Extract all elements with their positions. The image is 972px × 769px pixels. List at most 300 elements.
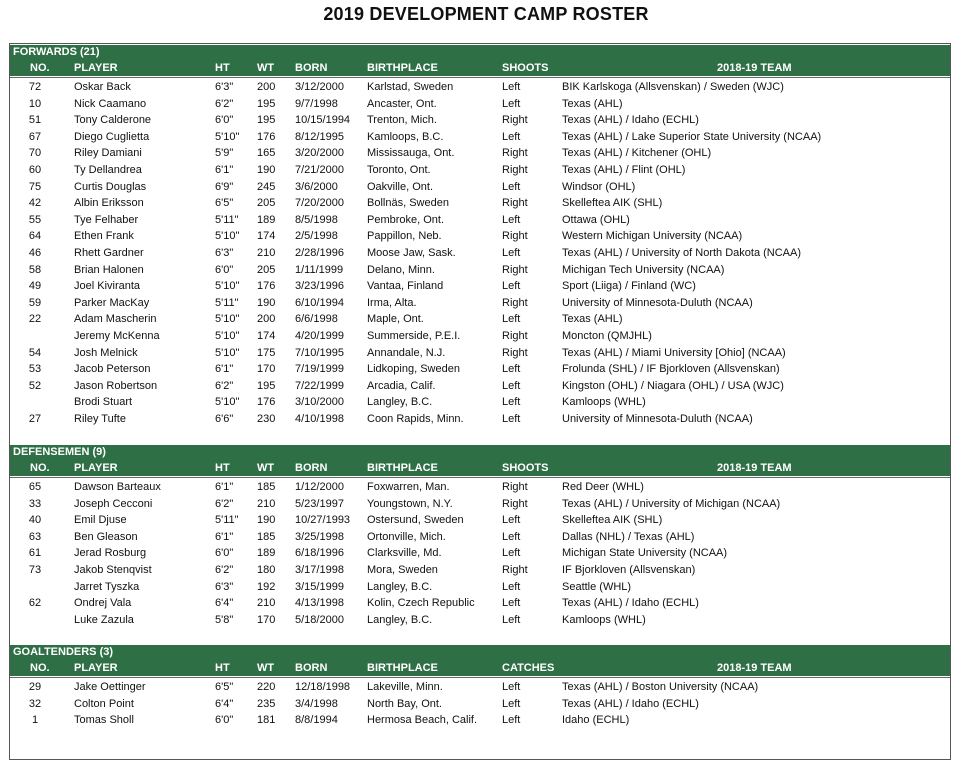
cell-born: 3/4/1998 <box>295 697 338 710</box>
cell-number: 72 <box>28 81 42 93</box>
cell-player: Jacob Peterson <box>74 363 151 376</box>
table-row <box>10 162 950 179</box>
cell-team: BIK Karlskoga (Allsvenskan) / Sweden (WJC) <box>562 81 784 93</box>
cell-player: Brodi Stuart <box>74 396 133 409</box>
cell-born: 10/27/1993 <box>295 514 351 527</box>
table-row <box>10 311 950 328</box>
cell-number: 51 <box>28 114 42 127</box>
cell-birthplace: Kamloops, B.C. <box>367 130 444 143</box>
cell-height: 6'2" <box>215 564 234 576</box>
cell-birthplace: Langley, B.C. <box>367 396 433 409</box>
cell-player: Josh Melnick <box>74 346 138 359</box>
cell-born: 8/12/1995 <box>295 130 344 143</box>
cell-hand: Left <box>502 130 521 143</box>
cell-hand: Left <box>502 379 521 392</box>
cell-weight: 210 <box>257 247 276 259</box>
cell-number: 58 <box>28 263 42 276</box>
cell-team: Texas (AHL) / Kitchener (OHL) <box>562 147 712 160</box>
cell-number: 40 <box>28 514 42 527</box>
table-row <box>10 612 950 629</box>
table-row <box>10 378 950 395</box>
cell-height: 6'0" <box>215 714 234 727</box>
cell-birthplace: Toronto, Ont. <box>367 164 431 176</box>
cell-hand: Left <box>502 97 521 110</box>
cell-team: Kingston (OHL) / Niagara (OHL) / USA (WJC) <box>562 379 784 392</box>
cell-height: 5'10" <box>215 313 240 326</box>
cell-hand: Left <box>502 280 521 293</box>
goaltenders-column-headers <box>10 660 950 676</box>
table-row <box>10 545 950 562</box>
cell-born: 7/21/2000 <box>295 164 344 176</box>
cell-birthplace: Clarksville, Md. <box>367 547 442 560</box>
forwards-section-title: FORWARDS (21) <box>10 45 950 60</box>
table-row <box>10 712 950 729</box>
cell-birthplace: Ostersund, Sweden <box>367 514 464 527</box>
cell-height: 6'1" <box>215 530 234 543</box>
cell-team: Texas (AHL) / Idaho (ECHL) <box>562 597 699 610</box>
cell-weight: 200 <box>257 313 276 326</box>
column-header-height: HT <box>215 462 230 474</box>
cell-weight: 235 <box>257 697 276 710</box>
cell-team: Kamloops (WHL) <box>562 396 646 409</box>
table-row <box>10 262 950 279</box>
cell-born: 6/6/1998 <box>295 313 338 326</box>
cell-hand: Right <box>502 114 528 127</box>
cell-team: Sport (Liiga) / Finland (WC) <box>562 280 696 293</box>
cell-weight: 190 <box>257 164 276 176</box>
table-row <box>10 79 950 96</box>
cell-weight: 170 <box>257 613 276 626</box>
cell-weight: 185 <box>257 530 276 543</box>
cell-birthplace: Arcadia, Calif. <box>367 379 436 392</box>
cell-hand: Right <box>502 497 528 510</box>
table-row <box>10 579 950 596</box>
cell-height: 6'3" <box>215 247 234 259</box>
table-row <box>10 129 950 146</box>
cell-team: University of Minnesota-Duluth (NCAA) <box>562 296 753 309</box>
cell-number: 10 <box>28 97 42 110</box>
cell-player: Emil Djuse <box>74 514 127 527</box>
cell-height: 6'3" <box>215 580 234 593</box>
cell-weight: 210 <box>257 597 276 610</box>
cell-weight: 205 <box>257 263 276 276</box>
cell-born: 4/20/1999 <box>295 330 344 342</box>
cell-weight: 195 <box>257 379 276 392</box>
cell-weight: 220 <box>257 681 276 693</box>
cell-player: Brian Halonen <box>74 263 144 276</box>
cell-birthplace: Bollnäs, Sweden <box>367 197 449 210</box>
cell-hand: Left <box>502 580 521 593</box>
cell-born: 7/10/1995 <box>295 346 344 359</box>
cell-player: Rhett Gardner <box>74 247 144 259</box>
cell-birthplace: Vantaa, Finland <box>367 280 444 293</box>
forwards-column-headers <box>10 60 950 76</box>
table-row <box>10 361 950 378</box>
cell-birthplace: North Bay, Ont. <box>367 697 442 710</box>
cell-team: Texas (AHL) <box>562 97 623 110</box>
cell-team: Texas (AHL) / Lake Superior State University (NCAA) <box>562 130 822 143</box>
table-row <box>10 112 950 129</box>
cell-birthplace: Mississauga, Ont. <box>367 147 455 160</box>
cell-player: Jeremy McKenna <box>74 330 160 342</box>
column-header-team: 2018-19 TEAM <box>717 462 792 474</box>
cell-team: Ottawa (OHL) <box>562 213 630 226</box>
cell-weight: 174 <box>257 330 276 342</box>
cell-number: 53 <box>28 363 42 376</box>
cell-weight: 180 <box>257 564 276 576</box>
cell-weight: 192 <box>257 580 276 593</box>
column-header-player: PLAYER <box>74 662 118 674</box>
cell-birthplace: Moose Jaw, Sask. <box>367 247 456 259</box>
table-row <box>10 411 950 428</box>
cell-hand: Left <box>502 597 521 610</box>
cell-born: 3/12/2000 <box>295 81 344 93</box>
cell-hand: Right <box>502 296 528 309</box>
table-row <box>10 278 950 295</box>
cell-height: 6'0" <box>215 547 234 560</box>
cell-team: Red Deer (WHL) <box>562 481 644 493</box>
cell-born: 7/19/1999 <box>295 363 344 376</box>
cell-hand: Right <box>502 346 528 359</box>
cell-hand: Left <box>502 697 521 710</box>
cell-born: 6/18/1996 <box>295 547 344 560</box>
cell-hand: Left <box>502 530 521 543</box>
cell-weight: 195 <box>257 114 276 127</box>
cell-weight: 189 <box>257 213 276 226</box>
cell-team: Texas (AHL) / Boston University (NCAA) <box>562 681 759 693</box>
column-header-number: NO. <box>30 662 50 674</box>
cell-player: Riley Damiani <box>74 147 142 160</box>
cell-weight: 185 <box>257 481 276 493</box>
cell-weight: 189 <box>257 547 276 560</box>
cell-birthplace: Ortonville, Mich. <box>367 530 446 543</box>
cell-height: 5'10" <box>215 330 240 342</box>
cell-birthplace: Trenton, Mich. <box>367 114 437 127</box>
cell-height: 6'6" <box>215 413 234 425</box>
table-row <box>10 212 950 229</box>
cell-hand: Left <box>502 247 521 259</box>
cell-number: 46 <box>28 247 42 259</box>
cell-number: 64 <box>28 230 42 243</box>
cell-number: 62 <box>28 597 42 610</box>
cell-height: 5'10" <box>215 230 240 243</box>
column-header-born: BORN <box>295 462 328 474</box>
table-row <box>10 96 950 113</box>
cell-hand: Left <box>502 81 521 93</box>
cell-hand: Left <box>502 547 521 560</box>
cell-height: 5'10" <box>215 130 240 143</box>
cell-team: Texas (AHL) / Miami University [Ohio] (NCAA) <box>562 346 786 359</box>
cell-born: 10/15/1994 <box>295 114 351 127</box>
cell-hand: Left <box>502 313 521 326</box>
cell-player: Oskar Back <box>74 81 131 93</box>
cell-weight: 210 <box>257 497 276 510</box>
cell-number: 49 <box>28 280 42 293</box>
cell-born: 3/23/1996 <box>295 280 344 293</box>
cell-birthplace: Karlstad, Sweden <box>367 81 454 93</box>
cell-weight: 181 <box>257 714 276 727</box>
cell-player: Jerad Rosburg <box>74 547 147 560</box>
cell-height: 5'9" <box>215 147 234 160</box>
cell-height: 6'9" <box>215 180 234 193</box>
column-header-weight: WT <box>257 62 275 74</box>
cell-number: 33 <box>28 497 42 510</box>
cell-number: 29 <box>28 681 42 693</box>
cell-player: Jarret Tyszka <box>74 580 140 593</box>
cell-player: Nick Caamano <box>74 97 147 110</box>
cell-height: 6'5" <box>215 681 234 693</box>
cell-team: Texas (AHL) <box>562 313 623 326</box>
cell-born: 1/12/2000 <box>295 481 344 493</box>
cell-hand: Left <box>502 180 521 193</box>
table-row <box>10 512 950 529</box>
cell-team: Seattle (WHL) <box>562 580 632 593</box>
defensemen-section-title: DEFENSEMEN (9) <box>10 445 950 460</box>
cell-number: 27 <box>28 413 42 425</box>
cell-number: 63 <box>28 530 42 543</box>
cell-weight: 174 <box>257 230 276 243</box>
table-row <box>10 328 950 345</box>
cell-born: 3/6/2000 <box>295 180 338 193</box>
cell-number: 65 <box>28 481 42 493</box>
cell-number: 22 <box>28 313 42 326</box>
cell-number: 54 <box>28 346 42 359</box>
table-row <box>10 595 950 612</box>
cell-player: Ben Gleason <box>74 530 138 543</box>
cell-player: Ethen Frank <box>74 230 134 243</box>
cell-hand: Right <box>502 564 528 576</box>
cell-height: 5'8" <box>215 613 234 626</box>
column-header-birthplace: BIRTHPLACE <box>367 662 438 674</box>
cell-birthplace: Foxwarren, Man. <box>367 481 450 493</box>
cell-weight: 205 <box>257 197 276 210</box>
table-row <box>10 696 950 713</box>
cell-number: 73 <box>28 564 42 576</box>
cell-team: Texas (AHL) / Idaho (ECHL) <box>562 697 699 710</box>
cell-number: 61 <box>28 547 42 560</box>
cell-hand: Right <box>502 230 528 243</box>
cell-team: Idaho (ECHL) <box>562 714 630 727</box>
cell-born: 3/17/1998 <box>295 564 344 576</box>
cell-birthplace: Langley, B.C. <box>367 580 433 593</box>
cell-hand: Left <box>502 714 521 727</box>
column-header-number: NO. <box>30 62 50 74</box>
cell-number: 42 <box>28 197 42 210</box>
cell-height: 6'1" <box>215 363 234 376</box>
cell-player: Albin Eriksson <box>74 197 144 210</box>
cell-born: 6/10/1994 <box>295 296 344 309</box>
table-row <box>10 562 950 579</box>
cell-team: Kamloops (WHL) <box>562 613 646 626</box>
cell-number: 52 <box>28 379 42 392</box>
cell-birthplace: Annandale, N.J. <box>367 346 446 359</box>
cell-birthplace: Kolin, Czech Republic <box>367 597 475 610</box>
cell-player: Diego Cuglietta <box>74 130 150 143</box>
table-row <box>10 245 950 262</box>
cell-birthplace: Maple, Ont. <box>367 313 424 326</box>
cell-birthplace: Pembroke, Ont. <box>367 213 445 226</box>
cell-height: 6'4" <box>215 597 234 610</box>
cell-birthplace: Lakeville, Minn. <box>367 681 443 693</box>
table-row <box>10 228 950 245</box>
cell-height: 6'1" <box>215 481 234 493</box>
table-row <box>10 496 950 513</box>
cell-born: 3/20/2000 <box>295 147 344 160</box>
column-header-hand: SHOOTS <box>502 62 549 74</box>
cell-hand: Right <box>502 263 528 276</box>
table-row <box>10 295 950 312</box>
cell-number: 32 <box>28 697 42 710</box>
cell-team: Frolunda (SHL) / IF Bjorkloven (Allsvenskan) <box>562 363 780 376</box>
defensemen-header-separator <box>10 477 950 478</box>
cell-player: Jason Robertson <box>74 379 158 392</box>
cell-player: Colton Point <box>74 697 134 710</box>
cell-player: Ty Dellandrea <box>74 164 142 176</box>
cell-height: 5'10" <box>215 346 240 359</box>
cell-team: Skelleftea AIK (SHL) <box>562 197 663 210</box>
cell-weight: 170 <box>257 363 276 376</box>
cell-number: 55 <box>28 213 42 226</box>
cell-height: 6'0" <box>215 263 234 276</box>
cell-birthplace: Coon Rapids, Minn. <box>367 413 464 425</box>
cell-weight: 195 <box>257 97 276 110</box>
page-title: 2019 DEVELOPMENT CAMP ROSTER <box>323 4 649 24</box>
cell-hand: Left <box>502 396 521 409</box>
cell-hand: Right <box>502 197 528 210</box>
cell-number: 1 <box>31 714 39 727</box>
cell-birthplace: Hermosa Beach, Calif. <box>367 714 478 727</box>
column-header-height: HT <box>215 662 230 674</box>
cell-weight: 165 <box>257 147 276 160</box>
cell-team: Texas (AHL) / University of Michigan (NCAA) <box>562 497 781 510</box>
cell-player: Tomas Sholl <box>74 714 134 727</box>
column-header-born: BORN <box>295 662 328 674</box>
cell-birthplace: Langley, B.C. <box>367 613 433 626</box>
cell-player: Joseph Cecconi <box>74 497 153 510</box>
table-row <box>10 529 950 546</box>
cell-hand: Left <box>502 613 521 626</box>
cell-team: Skelleftea AIK (SHL) <box>562 514 663 527</box>
cell-birthplace: Ancaster, Ont. <box>367 97 437 110</box>
cell-team: Dallas (NHL) / Texas (AHL) <box>562 530 695 543</box>
cell-team: Moncton (QMJHL) <box>562 330 652 342</box>
cell-number: 70 <box>28 147 42 160</box>
cell-height: 6'2" <box>215 379 234 392</box>
cell-player: Jake Oettinger <box>74 681 146 693</box>
cell-born: 4/10/1998 <box>295 413 344 425</box>
table-row <box>10 479 950 496</box>
column-header-weight: WT <box>257 662 275 674</box>
cell-weight: 176 <box>257 130 276 143</box>
cell-height: 5'11" <box>215 514 239 527</box>
cell-born: 5/23/1997 <box>295 497 344 510</box>
column-header-hand: CATCHES <box>502 662 555 674</box>
cell-player: Riley Tufte <box>74 413 126 425</box>
cell-team: Western Michigan University (NCAA) <box>562 230 743 243</box>
cell-team: Texas (AHL) / Idaho (ECHL) <box>562 114 699 127</box>
cell-born: 3/10/2000 <box>295 396 344 409</box>
cell-weight: 230 <box>257 413 276 425</box>
cell-birthplace: Youngstown, N.Y. <box>367 497 453 510</box>
table-row <box>10 195 950 212</box>
column-header-team: 2018-19 TEAM <box>717 62 792 74</box>
defensemen-column-headers <box>10 460 950 476</box>
cell-player: Adam Mascherin <box>74 313 157 326</box>
cell-hand: Right <box>502 481 528 493</box>
cell-born: 1/11/1999 <box>295 263 344 276</box>
cell-born: 8/8/1994 <box>295 714 338 727</box>
column-header-height: HT <box>215 62 230 74</box>
cell-number: 59 <box>28 296 42 309</box>
cell-hand: Left <box>502 681 521 693</box>
cell-birthplace: Irma, Alta. <box>367 296 417 309</box>
cell-number: 67 <box>28 130 42 143</box>
cell-weight: 175 <box>257 346 276 359</box>
cell-hand: Right <box>502 147 528 160</box>
table-row <box>10 145 950 162</box>
cell-team: Windsor (OHL) <box>562 180 636 193</box>
column-header-player: PLAYER <box>74 462 118 474</box>
column-header-number: NO. <box>30 462 50 474</box>
cell-born: 2/28/1996 <box>295 247 344 259</box>
cell-born: 4/13/1998 <box>295 597 344 610</box>
cell-weight: 245 <box>257 180 276 193</box>
cell-player: Joel Kiviranta <box>74 280 141 293</box>
cell-born: 7/20/2000 <box>295 197 344 210</box>
cell-player: Jakob Stenqvist <box>74 564 152 576</box>
cell-weight: 190 <box>257 514 276 527</box>
cell-number: 60 <box>28 164 42 176</box>
cell-hand: Right <box>502 164 528 176</box>
cell-birthplace: Delano, Minn. <box>367 263 435 276</box>
cell-height: 5'10" <box>215 280 240 293</box>
cell-team: Texas (AHL) / University of North Dakota (NCAA) <box>562 247 802 259</box>
cell-birthplace: Summerside, P.E.I. <box>367 330 461 342</box>
cell-birthplace: Pappillon, Neb. <box>367 230 442 243</box>
cell-born: 9/7/1998 <box>295 97 338 110</box>
cell-weight: 176 <box>257 396 276 409</box>
cell-height: 5'10" <box>215 396 240 409</box>
cell-team: Michigan State University (NCAA) <box>562 547 728 560</box>
column-header-born: BORN <box>295 62 328 74</box>
cell-height: 6'2" <box>215 497 234 510</box>
table-row <box>10 394 950 411</box>
cell-birthplace: Lidkoping, Sweden <box>367 363 460 376</box>
cell-born: 3/15/1999 <box>295 580 344 593</box>
table-row <box>10 679 950 696</box>
column-header-birthplace: BIRTHPLACE <box>367 462 438 474</box>
cell-team: University of Minnesota-Duluth (NCAA) <box>562 413 753 425</box>
cell-player: Ondrej Vala <box>74 597 132 610</box>
cell-height: 6'1" <box>215 164 234 176</box>
cell-height: 6'2" <box>215 97 234 110</box>
cell-hand: Right <box>502 330 528 342</box>
cell-team: Texas (AHL) / Flint (OHL) <box>562 164 686 176</box>
cell-player: Luke Zazula <box>74 613 134 626</box>
cell-weight: 176 <box>257 280 276 293</box>
table-row <box>10 179 950 196</box>
cell-height: 6'5" <box>215 197 234 210</box>
cell-born: 8/5/1998 <box>295 213 338 226</box>
goaltenders-section-title: GOALTENDERS (3) <box>10 645 950 660</box>
column-header-weight: WT <box>257 462 275 474</box>
cell-height: 5'11" <box>215 296 239 309</box>
goaltenders-header-separator <box>10 677 950 678</box>
column-header-player: PLAYER <box>74 62 118 74</box>
cell-weight: 190 <box>257 296 276 309</box>
cell-born: 3/25/1998 <box>295 530 344 543</box>
cell-born: 2/5/1998 <box>295 230 338 243</box>
